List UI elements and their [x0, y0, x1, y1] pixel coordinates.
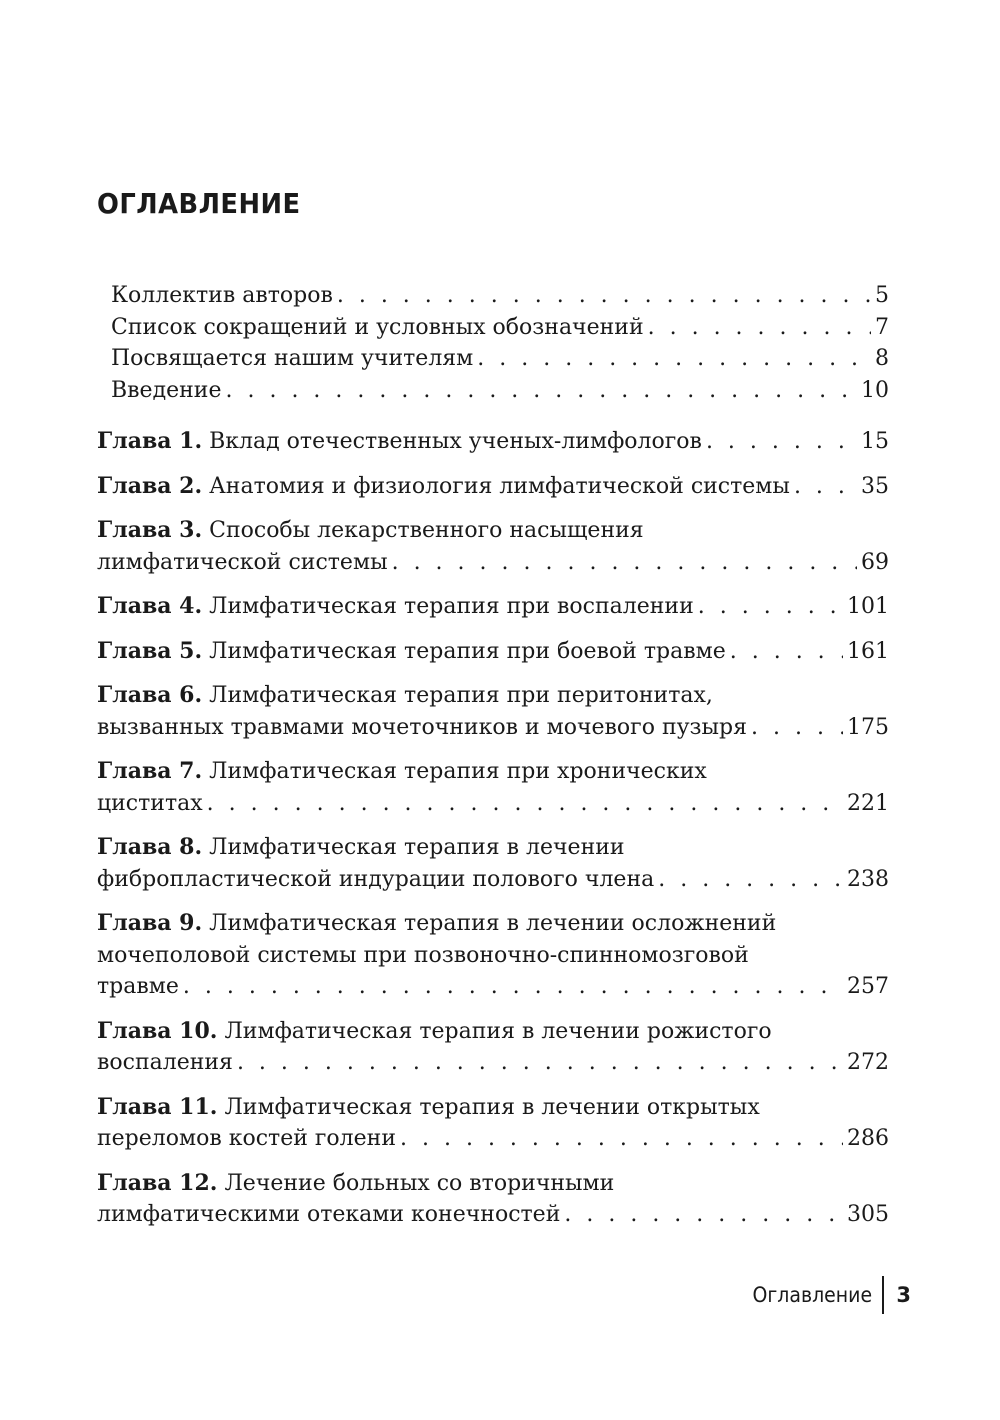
chapter-title-line: лимфатической системы	[97, 549, 388, 575]
dot-leader	[477, 346, 871, 371]
chapter-entry[interactable]	[97, 1168, 889, 1231]
toc-entry[interactable]	[111, 346, 889, 378]
toc-page-number: 175	[847, 714, 889, 740]
chapter-entry[interactable]	[97, 1016, 889, 1079]
toc-page-number: 161	[847, 638, 889, 664]
toc-page-number: 221	[847, 790, 889, 816]
chapter-entry[interactable]	[97, 756, 889, 819]
toc-page-number: 272	[847, 1050, 889, 1075]
dot-leader	[207, 788, 843, 820]
chapter-entry[interactable]	[97, 591, 889, 623]
chapter-title-line: Лимфатическая терапия в лечении	[209, 835, 625, 860]
chapter-entry[interactable]	[97, 471, 889, 503]
running-title: Оглавление	[751, 1283, 872, 1307]
dot-leader	[698, 591, 843, 623]
chapter-title-line: фибропластической индурации полового члена	[97, 866, 655, 892]
toc-entry[interactable]	[111, 315, 889, 347]
chapter-title-line: Лимфатическая терапия при перитонитах,	[209, 683, 713, 708]
toc-page-number: 101	[847, 594, 889, 619]
toc-entry-title: Коллектив авторов	[111, 283, 333, 308]
chapter-entry[interactable]	[97, 832, 889, 895]
chapter-title-line: Лимфатическая терапия при воспалении	[209, 594, 694, 619]
toc-entry[interactable]	[111, 283, 889, 315]
chapter-entry[interactable]	[97, 680, 889, 743]
dot-leader	[337, 283, 871, 308]
page-title: ОГЛАВЛЕНИЕ	[97, 187, 301, 220]
chapter-list	[97, 426, 889, 1244]
chapter-label: Глава 1.	[97, 428, 203, 454]
page-footer	[738, 1276, 912, 1314]
dot-leader	[648, 315, 871, 340]
toc-page-number: 69	[861, 549, 889, 575]
dot-leader	[794, 471, 857, 503]
chapter-label: Глава 4.	[97, 593, 203, 619]
chapter-title-line: Лимфатическая терапия при хронических	[209, 759, 707, 784]
chapter-title-line: Способы лекарственного насыщения	[209, 518, 644, 543]
chapter-title-line: лимфатическими отеками конечностей	[97, 1202, 561, 1227]
dot-leader	[237, 1047, 843, 1079]
chapter-title-line: Анатомия и физиология лимфатической системы	[209, 473, 790, 499]
chapter-title-line: воспаления	[97, 1050, 233, 1075]
toc-page-number: 35	[861, 473, 889, 499]
dot-leader	[392, 547, 857, 579]
chapter-title-line: Вклад отечественных ученых-лимфологов	[209, 429, 702, 454]
chapter-label: Глава 12.	[97, 1169, 218, 1196]
chapter-title-line: Лимфатическая терапия при боевой травме	[209, 638, 726, 664]
chapter-title-line: травме	[97, 974, 179, 999]
dot-leader	[658, 864, 843, 896]
chapter-label: Глава 3.	[97, 517, 203, 543]
chapter-label: Глава 8.	[97, 834, 203, 860]
chapter-title-line: Лечение больных со вторичными	[224, 1170, 615, 1196]
page-number: 3	[896, 1283, 911, 1307]
chapter-title-line: мочеполовой системы при позвоночно-спинномозговой	[97, 942, 749, 968]
toc-entry-title: Введение	[111, 377, 222, 403]
toc-page-number: 305	[847, 1202, 889, 1227]
toc-page-number: 7	[875, 314, 889, 340]
chapter-label: Глава 10.	[97, 1017, 218, 1044]
dot-leader	[564, 1199, 843, 1231]
chapter-title-line: Лимфатическая терапия в лечении осложнений	[209, 911, 777, 936]
chapter-title-line: Лимфатическая терапия в лечении открытых	[224, 1094, 760, 1120]
dot-leader	[730, 636, 843, 668]
toc-page-number: 8	[875, 346, 889, 371]
chapter-label: Глава 11.	[97, 1093, 218, 1120]
chapter-title-line: вызванных травмами мочеточников и мочевого пузыря	[97, 714, 748, 740]
toc-page-number: 5	[875, 283, 889, 308]
toc-entry-title: Посвящается нашим учителям	[111, 346, 474, 371]
chapter-label: Глава 2.	[97, 472, 203, 499]
chapter-entry[interactable]	[97, 908, 889, 1003]
dot-leader	[225, 378, 857, 403]
toc-entry[interactable]	[111, 378, 889, 410]
toc-page-number: 15	[861, 429, 889, 454]
chapter-label: Глава 9.	[97, 910, 203, 936]
chapter-label: Глава 7.	[97, 758, 203, 784]
chapter-entry[interactable]	[97, 426, 889, 458]
toc-page-number: 238	[847, 866, 889, 892]
dot-leader	[400, 1123, 843, 1155]
dot-leader	[183, 971, 843, 1003]
dot-leader	[751, 712, 843, 744]
front-matter-list	[111, 283, 889, 409]
toc-entry-title: Список сокращений и условных обозначений	[111, 314, 644, 340]
chapter-label: Глава 6.	[97, 682, 203, 708]
chapter-title-line: переломов костей голени	[97, 1126, 396, 1151]
chapter-entry[interactable]	[97, 515, 889, 578]
chapter-entry[interactable]	[97, 1092, 889, 1155]
chapter-title-line: циститах	[97, 790, 203, 816]
chapter-title-line: Лимфатическая терапия в лечении рожистого	[224, 1018, 772, 1044]
chapter-label: Глава 5.	[97, 637, 203, 664]
toc-page-number: 10	[861, 377, 889, 403]
toc-page-number: 286	[847, 1126, 889, 1151]
chapter-entry[interactable]	[97, 636, 889, 668]
dot-leader	[706, 426, 857, 458]
toc-page-number: 257	[847, 974, 889, 999]
